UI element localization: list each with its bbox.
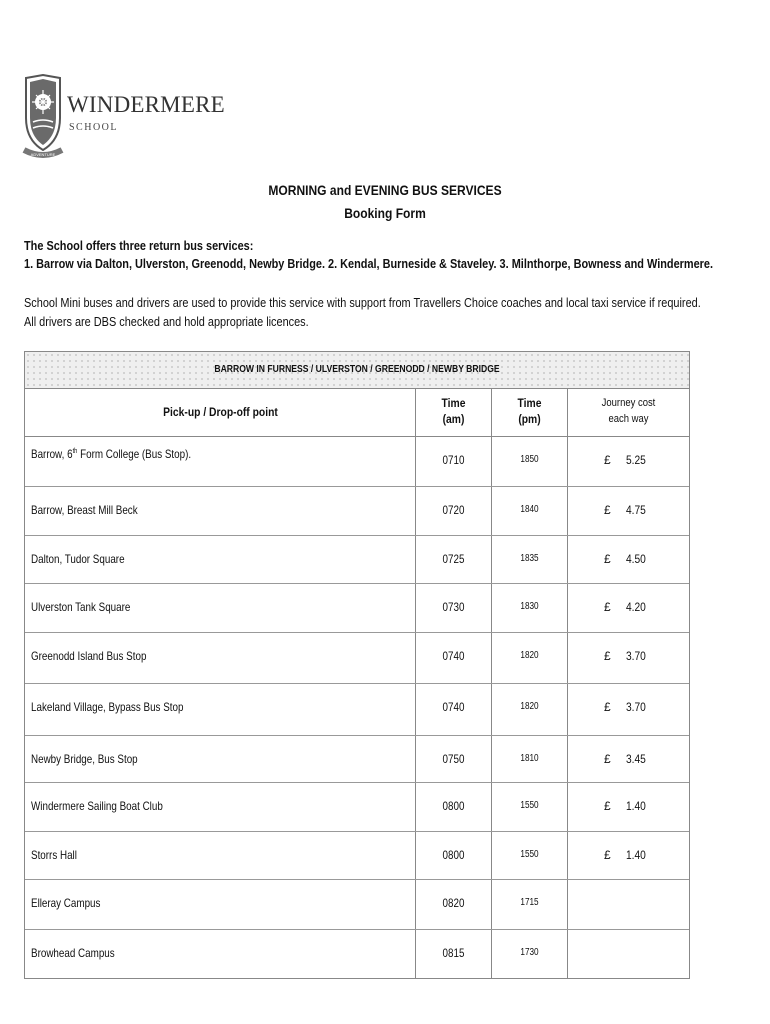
- cell-cost: [568, 633, 689, 683]
- cost-value: 1.40: [626, 848, 646, 862]
- intro-paragraph: School Mini buses and drivers are used to provide this service with support from Travellers Choice coaches and local taxi service if required.: [24, 295, 701, 310]
- cell-point: [25, 584, 416, 632]
- header-am-label: Time (am): [441, 396, 466, 426]
- header-pm-label: Time (pm): [517, 396, 542, 426]
- cell-am: [416, 633, 492, 683]
- cell-pm: [492, 783, 568, 831]
- time-pm: 1730: [520, 947, 539, 958]
- cell-point: [25, 437, 416, 486]
- time-pm: 1835: [520, 553, 539, 564]
- time-am: 0730: [442, 600, 465, 614]
- time-am: 0710: [442, 453, 465, 467]
- time-am: 0740: [442, 700, 465, 714]
- time-pm: 1840: [520, 504, 539, 515]
- cost-value: 3.70: [626, 649, 646, 663]
- point-label: Elleray Campus: [31, 896, 101, 910]
- bus-timetable: [24, 351, 690, 979]
- point-label: Storrs Hall: [31, 848, 77, 862]
- cell-am: [416, 487, 492, 535]
- time-pm: 1810: [520, 753, 539, 764]
- header-point-label: Pick-up / Drop-off point: [163, 405, 278, 419]
- time-am: 0720: [442, 503, 465, 517]
- point-label-post: Form College (Bus Stop).: [77, 447, 192, 461]
- table-row: [25, 536, 689, 584]
- time-pm: 1830: [520, 601, 539, 612]
- point-label: [31, 447, 191, 461]
- cell-am: [416, 536, 492, 583]
- header-point: [25, 389, 416, 436]
- cell-pm: [492, 633, 568, 683]
- time-am: 0725: [442, 552, 465, 566]
- table-row: [25, 684, 689, 736]
- header-pm: [492, 389, 568, 436]
- cell-am: [416, 930, 492, 978]
- cell-pm: [492, 880, 568, 929]
- cell-pm: [492, 832, 568, 879]
- currency-symbol: £: [604, 552, 611, 566]
- cell-cost: [568, 437, 689, 486]
- cell-am: [416, 584, 492, 632]
- time-am: 0740: [442, 649, 465, 663]
- cost-value: 1.40: [626, 799, 646, 813]
- point-label: Windermere Sailing Boat Club: [31, 799, 163, 813]
- cost-value: 4.20: [626, 600, 646, 614]
- table-row: [25, 736, 689, 783]
- table-row: [25, 633, 689, 684]
- currency-symbol: £: [604, 453, 611, 467]
- table-row: [25, 437, 689, 487]
- table-row: [25, 783, 689, 832]
- cost-value: 4.75: [626, 503, 646, 517]
- cell-pm: [492, 437, 568, 486]
- cell-point: [25, 536, 416, 583]
- cell-pm: [492, 736, 568, 782]
- cell-point: [25, 736, 416, 782]
- point-label-pre: Barrow, 6: [31, 447, 73, 461]
- cell-cost: [568, 684, 689, 735]
- currency-symbol: £: [604, 799, 611, 813]
- intro-services: 1. Barrow via Dalton, Ulverston, Greenodd, Newby Bridge. 2. Kendal, Burneside & Staveley. 3. Milnthorpe, Bowness and Windermere.: [24, 256, 714, 271]
- logo-name: WINDERMERE: [67, 92, 225, 117]
- school-crest-icon: [22, 74, 64, 164]
- cell-pm: [492, 930, 568, 978]
- cell-point: [25, 930, 416, 978]
- table-row: [25, 930, 689, 978]
- cell-cost: [568, 487, 689, 535]
- cell-am: [416, 783, 492, 831]
- currency-symbol: £: [604, 700, 611, 714]
- cell-am: [416, 736, 492, 782]
- cost-value: 4.50: [626, 552, 646, 566]
- page-subtitle: Booking Form: [344, 205, 426, 221]
- logo-subtitle: SCHOOL: [69, 122, 119, 133]
- time-am: 0800: [442, 799, 465, 813]
- cell-cost: [568, 536, 689, 583]
- cell-am: [416, 880, 492, 929]
- intro-dbs-note: All drivers are DBS checked and hold appropriate licences.: [24, 314, 309, 329]
- table-row: [25, 584, 689, 633]
- cell-pm: [492, 684, 568, 735]
- time-pm: 1820: [520, 701, 539, 712]
- cell-point: [25, 832, 416, 879]
- cell-am: [416, 684, 492, 735]
- cell-point: [25, 633, 416, 683]
- cell-cost: [568, 880, 689, 929]
- cell-pm: [492, 584, 568, 632]
- route-banner: [25, 352, 689, 389]
- point-label: Newby Bridge, Bus Stop: [31, 752, 138, 766]
- currency-symbol: £: [604, 503, 611, 517]
- cell-cost: [568, 736, 689, 782]
- cell-cost: [568, 832, 689, 879]
- cell-cost: [568, 783, 689, 831]
- route-title: BARROW IN FURNESS / ULVERSTON / GREENODD / NEWBY BRIDGE: [214, 364, 500, 375]
- point-label-sup: th: [72, 448, 78, 455]
- time-pm: 1850: [520, 454, 539, 465]
- currency-symbol: £: [604, 752, 611, 766]
- cell-cost: [568, 584, 689, 632]
- currency-symbol: £: [604, 848, 611, 862]
- currency-symbol: £: [604, 649, 611, 663]
- cost-value: 3.70: [626, 700, 646, 714]
- cell-am: [416, 832, 492, 879]
- cost-value: 3.45: [626, 752, 646, 766]
- cell-pm: [492, 536, 568, 583]
- time-am: 0820: [442, 896, 465, 910]
- time-pm: 1550: [520, 849, 539, 860]
- point-label: Barrow, Breast Mill Beck: [31, 503, 138, 517]
- intro-heading: The School offers three return bus services:: [24, 238, 254, 253]
- cell-point: [25, 880, 416, 929]
- header-cost-label: Journey cost each way: [601, 397, 656, 425]
- cell-pm: [492, 487, 568, 535]
- time-am: 0750: [442, 752, 465, 766]
- point-label: Lakeland Village, Bypass Bus Stop: [31, 700, 184, 714]
- cell-point: [25, 684, 416, 735]
- time-am: 0815: [442, 946, 465, 960]
- point-label: Browhead Campus: [31, 946, 115, 960]
- logo-motto: ADVENTURE: [30, 152, 56, 157]
- table-row: [25, 832, 689, 880]
- header-cost: [568, 389, 689, 436]
- school-logo: [22, 74, 225, 164]
- table-row: [25, 487, 689, 536]
- time-am: 0800: [442, 848, 465, 862]
- table-row: [25, 880, 689, 930]
- point-label: Dalton, Tudor Square: [31, 552, 125, 566]
- time-pm: 1550: [520, 800, 539, 811]
- header-am: [416, 389, 492, 436]
- time-pm: 1715: [520, 897, 539, 908]
- point-label: Greenodd Island Bus Stop: [31, 649, 147, 663]
- cell-am: [416, 437, 492, 486]
- currency-symbol: £: [604, 600, 611, 614]
- cost-value: 5.25: [626, 453, 646, 467]
- cell-point: [25, 783, 416, 831]
- time-pm: 1820: [520, 650, 539, 661]
- table-header: [25, 389, 689, 437]
- point-label: Ulverston Tank Square: [31, 600, 131, 614]
- cell-cost: [568, 930, 689, 978]
- cell-point: [25, 487, 416, 535]
- page-title: MORNING and EVENING BUS SERVICES: [268, 182, 502, 198]
